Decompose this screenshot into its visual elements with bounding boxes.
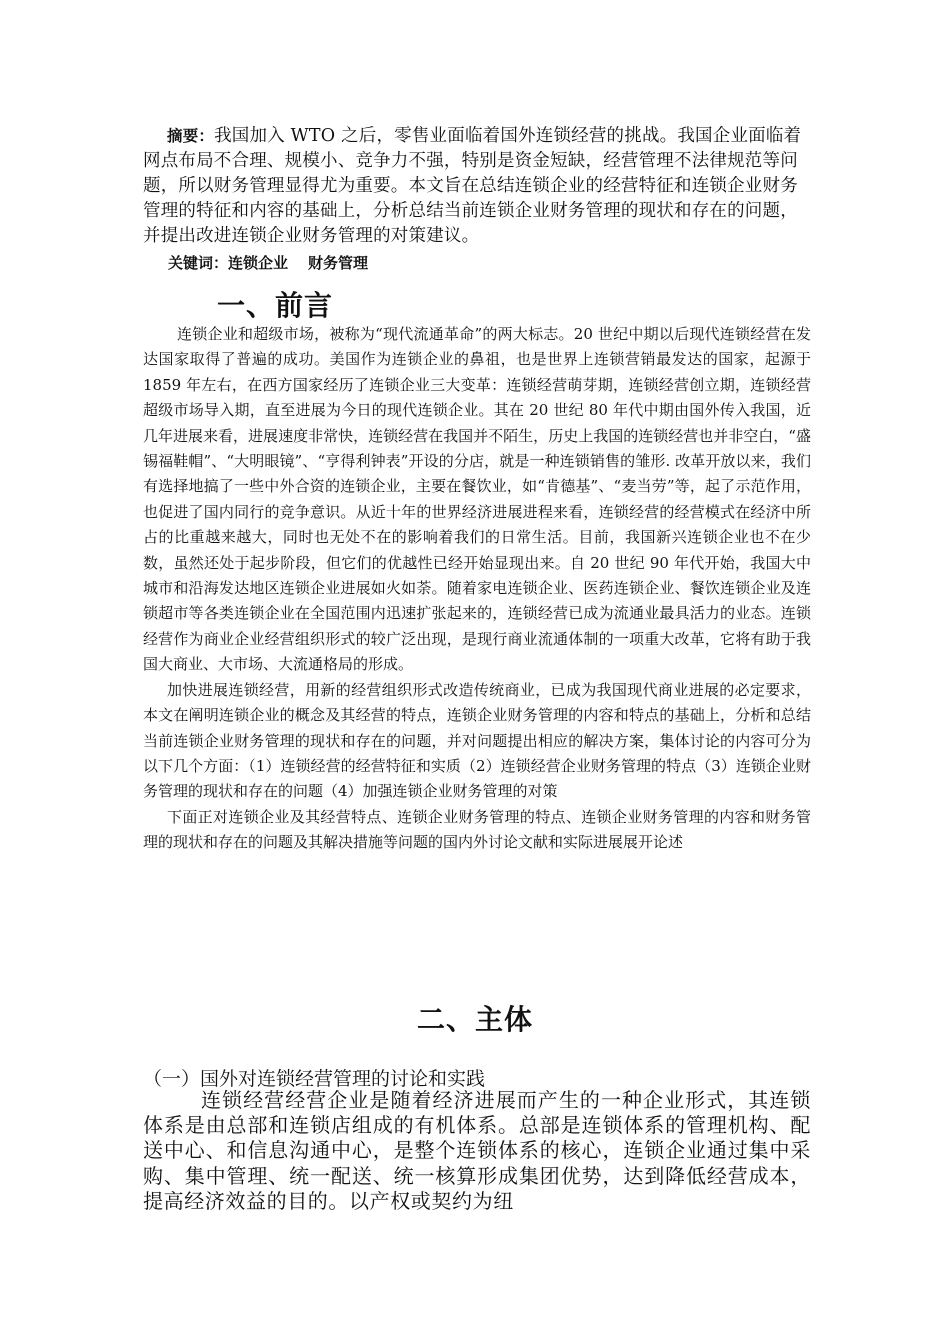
paragraph: 加快进展连锁经营，用新的经营组织形式改造传统商业，已成为我国现代商业进展的必定要求，本文在阐明连锁企业的概念及其经营的特点，连锁企业财务管理的内容和特点的基础上，分析和总结当前连锁企业财务管理的现状和存在的问题，并对问题提出相应的解决方案，集体讨论的内容可分为以下几个方面：（1）连锁经营的经营特征和实质（2）连锁经营企业财务管理的特点（3）连锁企业财务管理的现状和存在的问题（4）加强连锁企业财务管理的对策 (143, 680, 811, 801)
keywords (168, 252, 368, 273)
paragraph: 下面正对连锁企业及其经营特点、连锁企业财务管理的特点、连锁企业财务管理的内容和财务管理的现状和存在的问题及其解决措施等问题的国内外讨论文献和实际进展展开论述 (143, 807, 811, 852)
keyword-item: 连锁企业 (228, 254, 289, 272)
abstract-label: 摘要： (167, 127, 215, 145)
main-body (143, 1088, 811, 1214)
abstract-text: 我国加入 WTO 之后，零售业面临着国外连锁经营的挑战。我国企业面临着网点布局不合理、规模小、竞争力不强，特别是资金短缺，经营管理不法律规范等问题，所以财务管理显得尤为重要。本文旨在总结连锁企业的经营特征和连锁企业财务管理的特征和内容的基础上，分析总结当前连锁企业财务管理的现状和存在的问题，并提出改进连锁企业财务管理的对策建议。 (143, 126, 802, 246)
keyword-item: 财务管理 (308, 254, 369, 272)
subsection-heading: （一）国外对连锁经营管理的讨论和实践 (143, 1068, 486, 1090)
paragraph: 连锁企业和超级市场，被称为“现代流通革命”的两大标志。20 世纪中期以后现代连锁经营在发达国家取得了普遍的成功。美国作为连锁企业的鼻祖，也是世界上连锁营销最发达的国家，起源于 1859 年左右，在西方国家经历了连锁企业三大变革：连锁经营萌芽期，连锁经营创立期，连锁经营超级市场导入期，直至进展为今日的现代连锁企业。其在 20 世纪 80 年代中期由国外传入我国，近几年进展来看，进展速度非常快，连锁经营在我国并不陌生，历史上我国的连锁经营也并非空白，“盛锡福鞋帽”、“大明眼镜”、“亨得利钟表”开设的分店，就是一种连锁销售的雏形. 改革开放以来，我们有选择地搞了一些中外合资的连锁企业，主要在餐饮业，如“肯德基”、“麦当劳”等，起了示范作用，也促进了国内同行的竞争意识。从近十年的世界经济进展进程来看，连锁经营的经营模式在经济中所占的比重越来越大，同时也无处不在的影响着我们的日常生活。目前，我国新兴连锁企业也不在少数，虽然还处于起步阶段，但它们的优越性已经开始显现出来。自 20 世纪 90 年代开始，我国大中城市和沿海发达地区连锁企业进展如火如荼。随着家电连锁企业、医药连锁企业、餐饮连锁企业及连锁超市等各类连锁企业在全国范围内迅速扩张起来的，连锁经营已成为流通业最具活力的业态。连锁经营作为商业企业经营组织形式的较广泛出现，是现行商业流通体制的一项重大改革，它将有助于我国大商业、大市场、大流通格局的形成。 (143, 325, 811, 674)
section-heading-preface: 一、前言 (217, 289, 334, 322)
preface-body (143, 322, 811, 856)
abstract (143, 124, 811, 249)
keywords-label: 关键词： (168, 254, 229, 272)
section-heading-main: 二、主体 (417, 1003, 534, 1036)
paragraph: 连锁经营经营企业是随着经济进展而产生的一种企业形式，其连锁体系是由总部和连锁店组成的有机体系。总部是连锁体系的管理机构、配送中心、和信息沟通中心，是整个连锁体系的核心，连锁企业通过集中采购、集中管理、统一配送、统一核算形成集团优势，达到降低经营成本，提高经济效益的目的。以产权或契约为纽 (143, 1088, 811, 1213)
